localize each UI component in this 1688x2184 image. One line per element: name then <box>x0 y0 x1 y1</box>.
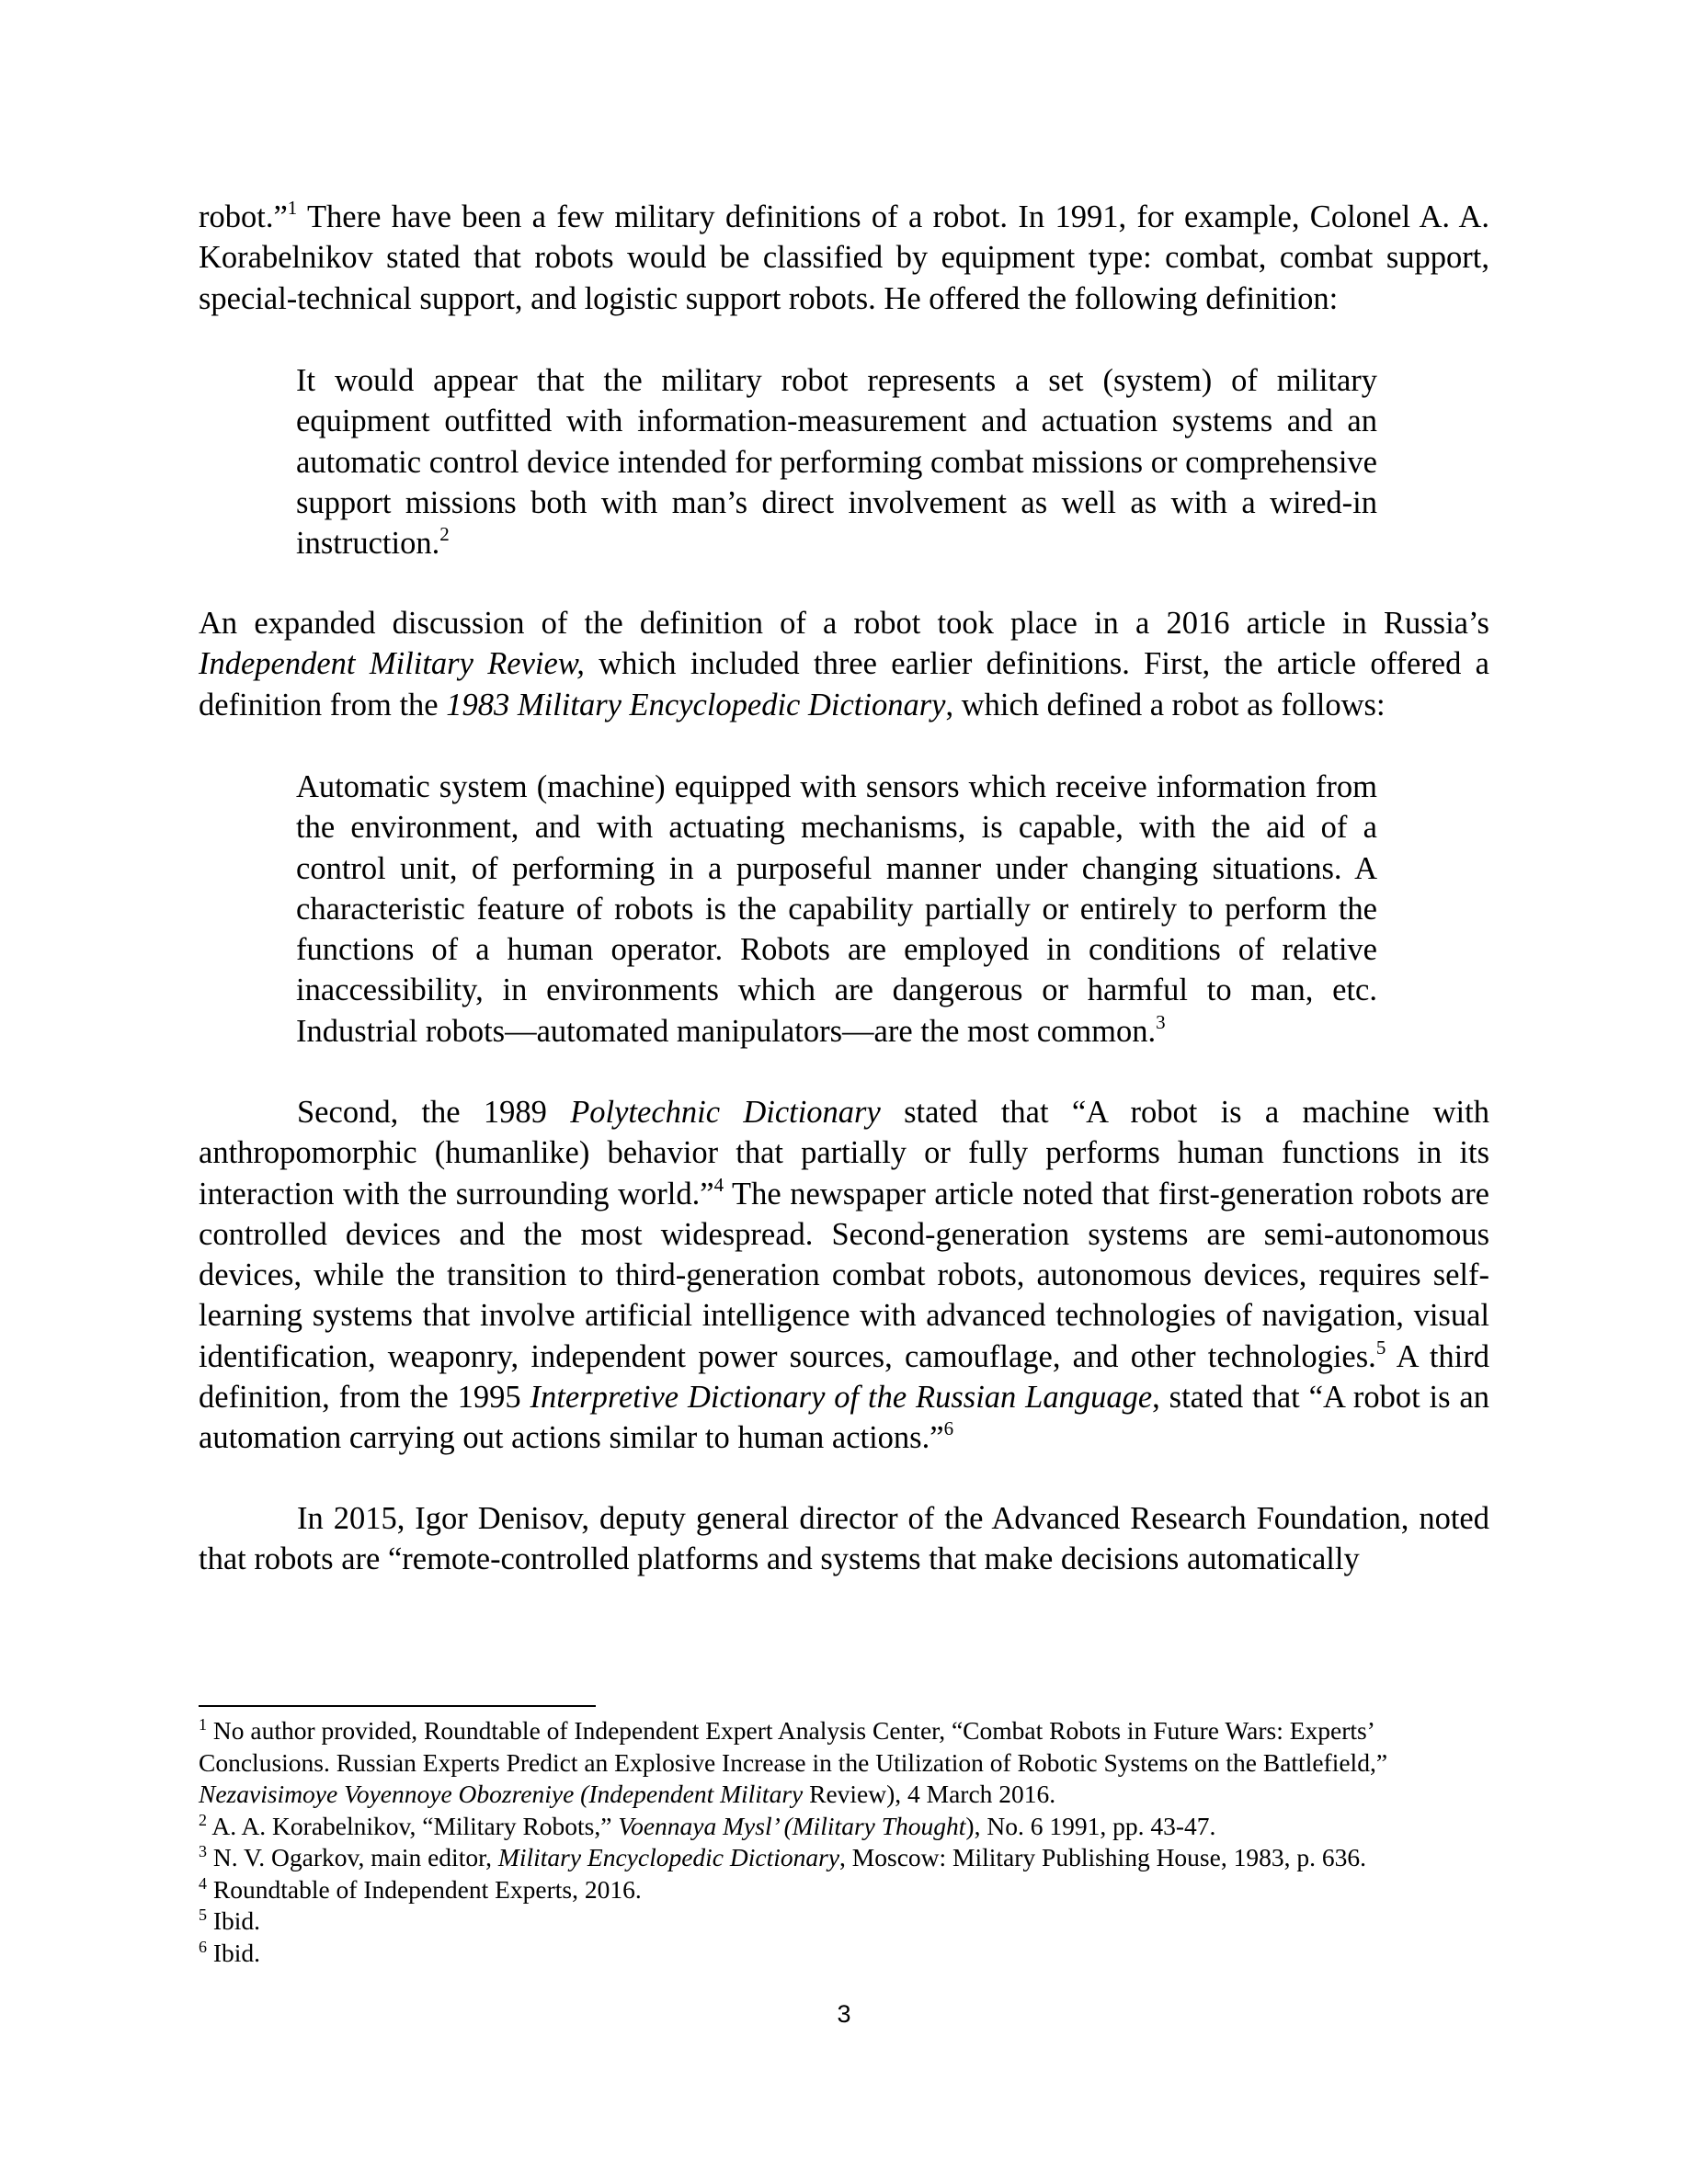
paragraph-text: An expanded discussion of the definition of a robot took place in a 2016 article in Russia’s <box>199 606 1489 641</box>
footnote-1 <box>199 1715 1489 1811</box>
footnote-number: 3 <box>199 1842 207 1860</box>
footnote-text: Roundtable of Independent Experts, 2016. <box>207 1874 642 1904</box>
footnote-italic: Nezavisimoye Voyennoye Obozreniye (Independent Military <box>199 1780 804 1808</box>
footnote-number: 6 <box>199 1937 207 1956</box>
footnote-italic: Voennaya Mysl’ (Military Thought <box>618 1811 966 1840</box>
paragraph-text: , which defined a robot as follows: <box>945 687 1386 722</box>
footnote-text: ), No. 6 1991, pp. 43-47. <box>965 1811 1216 1840</box>
block-quote-2 <box>296 767 1377 1052</box>
footnote-separator <box>199 1705 596 1707</box>
footnote-text: No author provided, Roundtable of Independent Expert Analysis Center, “Combat Robots in Future Wars: Experts’ Conclusions. Russian Experts Predict an Explosive Increase in the Utilization of Robotic Systems on the Battlefield,” <box>199 1716 1388 1777</box>
paragraph-text: which included three earlier definitions. First, the article offered a definition from the <box>199 646 1489 722</box>
paragraph-text: stated that “A robot is a machine with anthropomorphic (humanlike) behavior that partially or fully performs human functions in its interaction with the surrounding world.” <box>199 1095 1489 1211</box>
footnote-number: 4 <box>199 1873 207 1893</box>
quote-text: It would appear that the military robot represents a set (system) of military equipment outfitted with information-measurement and actuation systems and an automatic control device intended for performing combat missions or comprehensive support missions both with man’s direct involvement as well as with a wired-in instruction. <box>296 363 1377 562</box>
footnote-ref-4[interactable]: 4 <box>713 1173 724 1196</box>
footnote-text: Ibid. <box>207 1906 261 1935</box>
paragraph-4 <box>199 1498 1489 1580</box>
italic-title: 1983 Military Encyclopedic Dictionary <box>446 687 946 722</box>
footnote-text: N. V. Ogarkov, main editor, <box>207 1843 498 1871</box>
quote-text: Automatic system (machine) equipped with sensors which receive information from the environment, and with actuating mechanisms, is capable, with the aid of a control unit, of performing in a purposeful manner under changing situations. A characteristic feature of robots is the capability partially or entirely to perform the functions of a human operator. Robots are employed in conditions of relative inaccessibility, in environments which are dangerous or harmful to man, etc. Industrial robots—automated manipulators—are the most common. <box>296 769 1377 1049</box>
footnote-ref-2[interactable]: 2 <box>439 523 450 546</box>
paragraph-text: Second, the 1989 <box>297 1095 571 1130</box>
footnote-6 <box>199 1938 1489 1970</box>
paragraph-text: In 2015, Igor Denisov, deputy general director of the Advanced Research Foundation, noted that robots are “remote-controlled platforms and systems that make decisions automatically <box>199 1501 1489 1577</box>
block-quote-1 <box>296 360 1377 563</box>
footnote-ref-5[interactable]: 5 <box>1375 1336 1386 1359</box>
footnote-number: 5 <box>199 1905 207 1924</box>
footnote-italic: Military Encyclopedic Dictionary <box>497 1843 840 1871</box>
footnote-4 <box>199 1874 1489 1906</box>
page-number: 3 <box>837 2000 851 2028</box>
italic-title: Polytechnic Dictionary <box>570 1095 881 1130</box>
footnote-number: 1 <box>199 1715 207 1734</box>
italic-title: Interpretive Dictionary of the Russian Language <box>530 1380 1153 1416</box>
footnote-text: A. A. Korabelnikov, “Military Robots,” <box>207 1811 619 1840</box>
paragraph-text: A third definition, from the 1995 <box>199 1338 1489 1416</box>
paragraph-text: There have been a few military definitions of a robot. In 1991, for example, Colonel A. A. Korabelnikov stated that robots would be classified by equipment type: combat, combat support, special-technical support, and logistic support robots. He offered the following definition: <box>199 199 1489 316</box>
paragraph-text: , stated that “A robot is an automation carrying out actions similar to human actions.” <box>199 1380 1489 1456</box>
footnote-number: 2 <box>199 1810 207 1829</box>
paragraph-1 <box>199 197 1489 319</box>
footnote-5 <box>199 1905 1489 1938</box>
footnote-text: , Moscow: Military Publishing House, 1983, p. 636. <box>839 1843 1366 1871</box>
footnote-text: Ibid. <box>207 1938 261 1967</box>
footnotes <box>199 1715 1489 1969</box>
footnote-ref-3[interactable]: 3 <box>1156 1010 1166 1033</box>
paragraph-text: The newspaper article noted that first-generation robots are controlled devices and the most widespread. Second-generation systems are semi-autonomous devices, while the transition to third-generation combat robots, autonomous devices, requires self-learning systems that involve artificial intelligence with advanced technologies of navigation, visual identification, weaponry, independent power sources, camouflage, and other technologies. <box>199 1176 1489 1374</box>
paragraph-text: robot.” <box>199 199 288 234</box>
paragraph-2 <box>199 603 1489 725</box>
italic-title: Independent Military Review, <box>199 646 585 682</box>
footnote-2 <box>199 1811 1489 1843</box>
footnote-ref-6[interactable]: 6 <box>943 1417 954 1440</box>
footnote-3 <box>199 1842 1489 1874</box>
footnote-text: Review), 4 March 2016. <box>803 1780 1056 1808</box>
paragraph-3 <box>199 1092 1489 1459</box>
footnote-ref-1[interactable]: 1 <box>287 197 298 219</box>
